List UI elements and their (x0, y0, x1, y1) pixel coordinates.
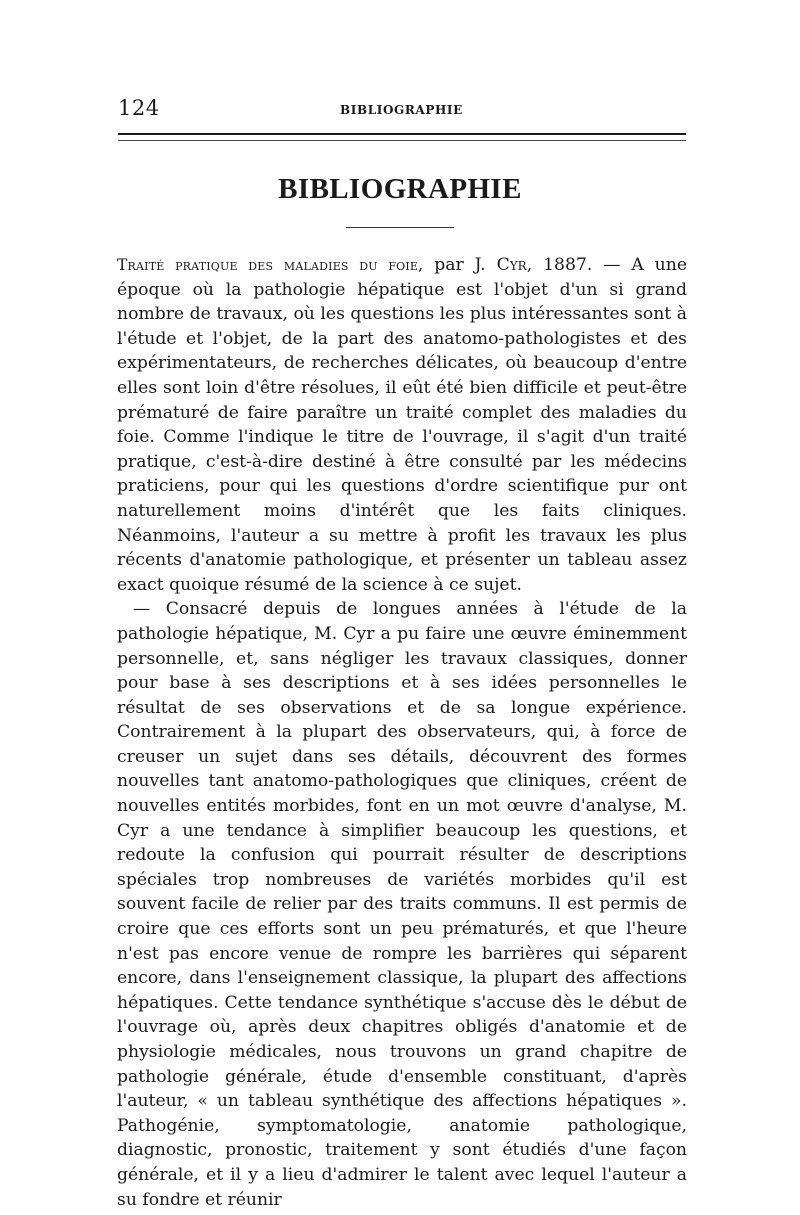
section-title: BIBLIOGRAPHIE (278, 173, 522, 205)
by-text: par (423, 255, 475, 275)
author-name: J. Cyr (474, 255, 527, 275)
page-number: 124 (118, 96, 160, 120)
title-underline (346, 227, 454, 228)
book-title: Traité pratique des maladies du foie, (117, 256, 424, 274)
paragraph-1 (117, 253, 687, 597)
article-body (117, 253, 687, 1212)
paragraph-1-text: A une époque où la pathologie hépatique est l'objet d'un si grand nombre de travaux, où les questions les plus intéressantes sont à l'étude et l'objet, de la part des anatomo-pathologistes et des expérimentateurs, de recherches délicates, où beaucoup d'entre elles sont loin d'être résolues, il eût été bien difficile et peut-être prématuré de faire paraître un traité complet des maladies du foie. Comme l'indique le titre de l'ouvrage, il s'agit d'un traité pratique, c'est-à-dire destiné à être consulté par les médecins praticiens, pour qui les questions d'ordre scientifique pur ont naturellement moins d'intérêt que les faits cliniques. Néanmoins, l'auteur a su mettre à profit les travaux les plus récents d'anatomie pathologique, et présenter un tableau assez exact quoique résumé de la science à ce sujet. (117, 255, 687, 595)
running-title: BIBLIOGRAPHIE (340, 103, 463, 117)
header-rule-thick (118, 133, 686, 135)
header-rule-thin (118, 140, 686, 141)
running-head (118, 96, 686, 126)
paragraph-2: — Consacré depuis de longues années à l'étude de la pathologie hépatique, M. Cyr a pu faire une œuvre éminemment personnelle, et, sans négliger les travaux classiques, donner pour base à ses descriptions et à ses idées personnelles le résultat de ses observations et de sa longue expérience. Contrairement à la plupart des observateurs, qui, à force de creuser un sujet dans ses détails, découvrent des formes nouvelles tant anatomo-pathologiques que cliniques, créent de nouvelles entités morbides, font en un mot œuvre d'analyse, M. Cyr a une tendance à simplifier beaucoup les questions, et redoute la confusion qui pourrait résulter de descriptions spéciales trop nombreuses de variétés morbides qu'il est souvent facile de relier par des traits communs. Il est permis de croire que ces efforts sont un peu prématurés, et que l'heure n'est pas encore venue de rompre les barrières qui séparent encore, dans l'enseignement classique, la plupart des affections hépatiques. Cette tendance synthétique s'accuse dès le début de l'ouvrage où, après deux chapitres obligés d'anatomie et de physiologie médicales, nous trouvons un grand chapitre de pathologie générale, étude d'ensemble constituant, d'après l'auteur, « un tableau synthétique des affections hépatiques ». Pathogénie, symptomatologie, anatomie pathologique, diagnostic, pronostic, traitement y sont étudiés d'une façon générale, et il y a lieu d'admirer le talent avec lequel l'auteur a su fondre et réunir (117, 599, 687, 1210)
publication-year: , 1887. — (526, 255, 632, 275)
